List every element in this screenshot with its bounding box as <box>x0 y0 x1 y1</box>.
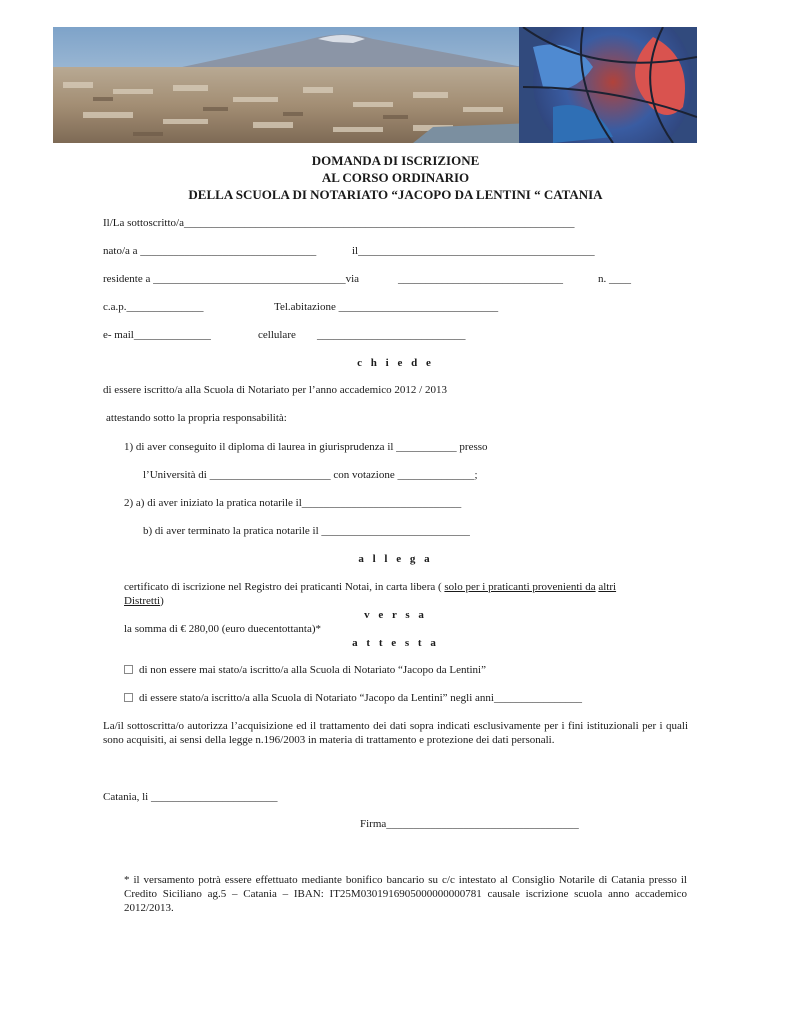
section-heading-versa: v e r s a <box>364 609 427 621</box>
checkbox-icon[interactable] <box>124 693 133 702</box>
field-email[interactable]: e- mail______________ <box>103 329 211 341</box>
attesta-option-1[interactable]: di non essere mai stato/a iscritto/a alla Scuola di Notariato “Jacopo da Lentini” <box>124 664 486 677</box>
field-residente[interactable]: residente a ___________________________________via <box>103 273 360 285</box>
document-title-line-2: AL CORSO ORDINARIO <box>321 170 470 185</box>
catania-panorama-illustration <box>53 27 697 143</box>
place-date-field[interactable]: Catania, li _______________________ <box>103 791 278 803</box>
declaration-item-2a[interactable]: 2) a) di aver iniziato la pratica notarile il_____________________________ <box>124 497 462 509</box>
field-data-nascita[interactable]: il___________________________________________ <box>352 245 595 257</box>
payment-footnote: * il versamento potrà essere effettuato mediante bonifico bancario su c/c intestato al Consiglio Notarile di Catania presso il Credito Siciliano ag.5 – Catania – IBAN: IT25M0301916905000000000781 causale iscrizione scuola anno accademico 2012/2013. <box>124 874 687 914</box>
section-heading-allega: a l l e g a <box>358 553 433 565</box>
signature-field[interactable]: Firma___________________________________ <box>360 818 579 830</box>
declaration-item-2b[interactable]: b) di aver terminato la pratica notarile il ___________________________ <box>143 525 470 537</box>
field-nato-a[interactable]: nato/a a ________________________________ <box>103 245 317 257</box>
section-heading-chiede: c h i e d e <box>357 357 434 369</box>
allega-text-line-2: Distretti) <box>124 595 164 607</box>
versa-text: la somma di € 280,00 (euro duecentottanta)* <box>124 623 322 635</box>
checkbox-icon[interactable] <box>124 665 133 674</box>
field-telefono[interactable]: Tel.abitazione _____________________________ <box>274 301 499 313</box>
section-heading-attesta: a t t e s t a <box>352 637 439 649</box>
field-cellulare-label: cellulare <box>258 329 296 341</box>
declaration-item-1a[interactable]: 1) di aver conseguito il diploma di laurea in giurisprudenza il ___________ presso <box>124 441 488 453</box>
attesta-option-2[interactable]: di essere stato/a iscritto/a alla Scuola di Notariato “Jacopo da Lentini” negli anni________________ <box>124 692 582 705</box>
document-title-line-1: DOMANDA DI ISCRIZIONE <box>311 153 480 168</box>
field-cellulare[interactable]: ___________________________ <box>317 329 466 341</box>
privacy-consent-text: La/il sottoscritta/o autorizza l’acquisizione ed il trattamento dei dati sopra indicati esclusivamente per i fini istituzionali per i quali sono acquisiti, ai sensi della legge n.196/2003 in materia di trattamento e protezione dei dati personali. <box>103 720 688 746</box>
field-via[interactable]: ______________________________ <box>398 273 563 285</box>
allega-text-line-1: certificato di iscrizione nel Registro dei praticanti Notai, in carta libera ( solo per i praticanti provenienti da altri <box>124 581 617 593</box>
field-numero-civico[interactable]: n. ____ <box>598 273 631 285</box>
chiede-text: di essere iscritto/a alla Scuola di Notariato per l’anno accademico 2012 / 2013 <box>103 384 447 396</box>
document-title-line-3: DELLA SCUOLA DI NOTARIATO “JACOPO DA LENTINI “ CATANIA <box>188 187 603 202</box>
field-cap[interactable]: c.a.p.______________ <box>103 301 204 313</box>
header-banner-image <box>53 27 697 143</box>
attestando-text: attestando sotto la propria responsabilità: <box>106 412 287 424</box>
field-sottoscritto[interactable]: Il/La sottoscritto/a_______________________________________________________________________ <box>103 217 575 229</box>
declaration-item-1b[interactable]: l’Università di ______________________ con votazione ______________; <box>143 469 478 481</box>
